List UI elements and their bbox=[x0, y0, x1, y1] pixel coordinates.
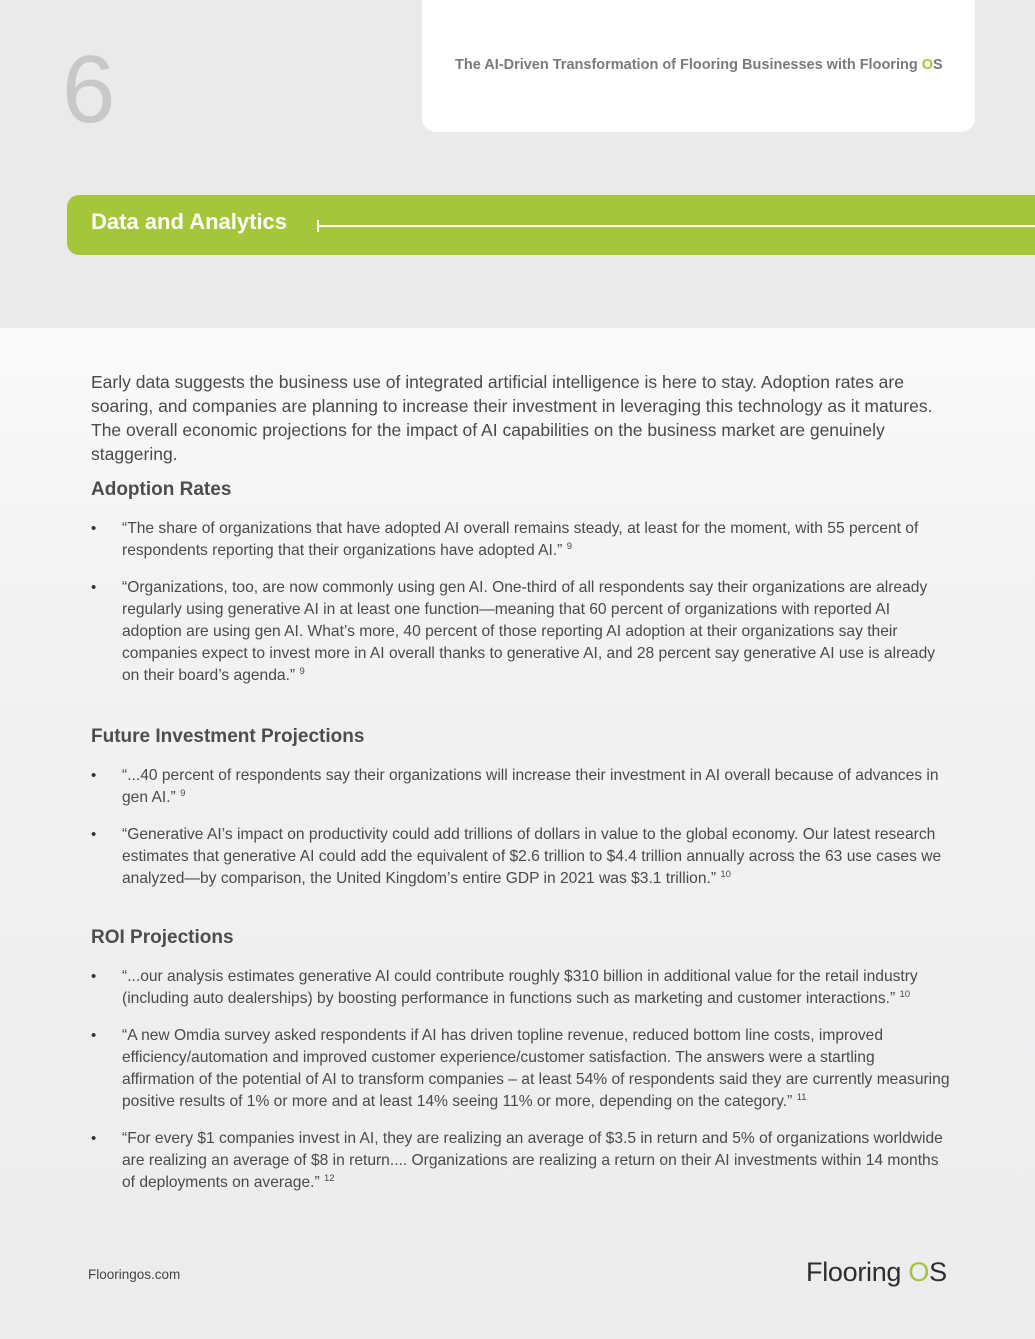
section-title: Data and Analytics bbox=[91, 209, 288, 234]
investment-heading: Future Investment Projections bbox=[91, 726, 365, 747]
banner-line bbox=[317, 225, 1035, 227]
list-item: • “For every $1 companies invest in AI, they are realizing an average of $3.5 in return and 5% of organizations worldwide are realizing an average of $8 in return.... Organizations are realizing a return on their AI investments within 14 months of deployments on average.” $^{12}$ bbox=[91, 1128, 951, 1194]
document-title: The AI-Driven Transformation of Flooring Businesses with Flooring OS bbox=[455, 57, 943, 73]
intro-paragraph: Early data suggests the business use of integrated artificial intelligence is here to stay. Adoption rates are soaring, and companies are planning to increase their investment in leveraging this technology as it matures. The overall economic projections for the impact of AI capabilities on the business market are genuinely staggering. bbox=[91, 372, 933, 464]
list-item: • “A new Omdia survey asked respondents if AI has driven topline revenue, reduced bottom line costs, improved efficiency/automation and improved customer experience/customer satisfaction. The answers were a startling affirmation of the potential of AI to transform companies – at least 54% of respondents said they are currently measuring positive results of 1% or more and at least 14% seeing 11% or more, depending on the category.” $^{11}$ bbox=[91, 1025, 951, 1113]
flooring-os-logo: Flooring OS bbox=[806, 1257, 947, 1287]
header-card bbox=[422, 0, 975, 132]
roi-list bbox=[91, 966, 951, 1209]
list-item: • “Generative AI’s impact on productivity could add trillions of dollars in value to the global economy. Our latest research estimates that generative AI could add the equivalent of $2.6 trillion to $4.4 trillion annually across the 63 use cases we analyzed—by comparison, the United Kingdom’s entire GDP in 2021 was $3.1 trillion.” $^{10}$ bbox=[91, 824, 951, 890]
adoption-list bbox=[91, 518, 951, 702]
list-item: • “Organizations, too, are now commonly using gen AI. One-third of all respondents say their organizations are already regularly using generative AI in at least one function—meaning that 60 percent of organizations with reported AI adoption are using gen AI. What’s more, 40 percent of those reporting AI adoption at their organizations say their companies expect to invest more in AI overall thanks to generative AI, and 28 percent say generative AI use is already on their board’s agenda.” $^9$ bbox=[91, 577, 951, 687]
investment-list bbox=[91, 765, 951, 905]
list-item: • “...40 percent of respondents say their organizations will increase their investment in AI overall because of advances in gen AI.” $^9$ bbox=[91, 765, 951, 809]
roi-heading: ROI Projections bbox=[91, 927, 234, 948]
list-item: • “The share of organizations that have adopted AI overall remains steady, at least for the moment, with 55 percent of respondents reporting that their organizations have adopted AI.” $^9$ bbox=[91, 518, 951, 562]
list-item: • “...our analysis estimates generative AI could contribute roughly $310 billion in additional value for the retail industry (including auto dealerships) by boosting performance in functions such as marketing and customer interactions.” $^{10}$ bbox=[91, 966, 951, 1010]
section-banner bbox=[67, 195, 1035, 255]
adoption-heading: Adoption Rates bbox=[91, 479, 232, 500]
footer-website-link[interactable]: Flooringos.com bbox=[88, 1267, 181, 1282]
page-number: 6 bbox=[62, 36, 116, 143]
